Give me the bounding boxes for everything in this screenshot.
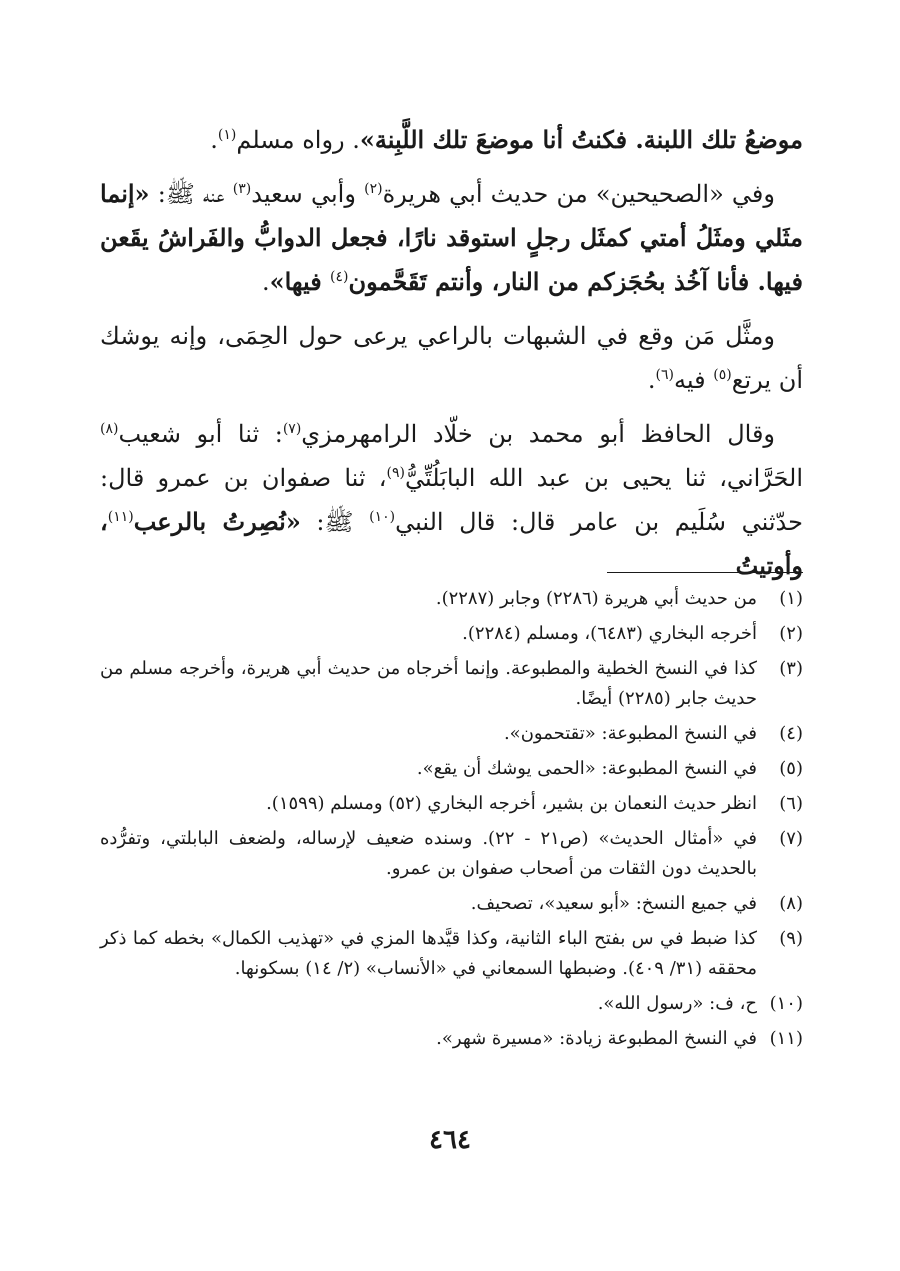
footnote-text: في النسخ المطبوعة: «تقتحمون». <box>503 723 757 744</box>
hadith-quote: موضعُ تلك اللبنة. فكنتُ أنا موضعَ تلك اللَّبِنة» <box>359 125 803 154</box>
footnote <box>100 1024 803 1054</box>
footnote-text: في النسخ المطبوعة: «الحمى يوشك أن يقع». <box>416 758 757 779</box>
text-run: وقال الحافظ أبو محمد بن خلّاد الرامهرمزي <box>301 420 776 448</box>
hadith-quote: «نُصِرتُ بالرعب <box>133 507 301 536</box>
footnote-number: (٧) <box>779 828 803 849</box>
footnote-text: في النسخ المطبوعة زيادة: «مسيرة شهر». <box>436 1028 757 1049</box>
hadith-quote: ، وأوتيتُ <box>100 507 803 580</box>
text-run: . <box>647 366 656 394</box>
paragraph <box>100 314 803 402</box>
text-run: ، ثنا صفوان بن عمرو قال: حدّثني سُلَيم بن عامر قال: قال النبي <box>100 464 803 536</box>
footnote-text: انظر حديث النعمان بن بشير، أخرجه البخاري (٥٢) ومسلم (١٥٩٩). <box>266 793 757 814</box>
text-run: : ثنا أبو شعيب <box>118 420 283 448</box>
footnote-text: ح، ف: «رسول الله». <box>597 993 757 1014</box>
paragraph <box>100 118 803 162</box>
footnote-text: أخرجه البخاري (٦٤٨٣)، ومسلم (٢٢٨٤). <box>462 623 757 644</box>
page-number: ٤٦٤ <box>429 1125 471 1155</box>
footnote-number: (٤) <box>779 723 803 744</box>
footnote-ref: (٣) <box>232 181 252 197</box>
footnote <box>100 584 803 614</box>
footnote-number: (٩) <box>779 928 803 949</box>
footnote-ref: (٥) <box>713 367 732 383</box>
footnote-ref: (٤) <box>330 269 349 285</box>
footnote <box>100 789 803 819</box>
footnote <box>100 989 803 1019</box>
text-run: فيه <box>674 366 714 394</box>
footnote <box>100 719 803 749</box>
paragraph <box>100 412 803 588</box>
footnote-ref: (٩) <box>386 465 405 481</box>
paragraph <box>100 172 803 304</box>
footnote <box>100 619 803 649</box>
footnote-ref: (١٠) <box>369 509 396 525</box>
footnote-number: (١٠) <box>769 993 803 1014</box>
page-body <box>100 118 803 598</box>
footnote-text: من حديث أبي هريرة (٢٢٨٦) وجابر (٢٢٨٧). <box>435 588 757 609</box>
footnote-ref: (٢) <box>364 181 383 197</box>
text-run: ومثَّل مَن وقع في الشبهات بالراعي يرعى حول الحِمَى، وإنه يوشك أن يرتع <box>100 322 803 394</box>
footnote-number: (٣) <box>779 658 803 679</box>
footnote-text: كذا في النسخ الخطية والمطبوعة. وإنما أخرجاه من حديث أبي هريرة، وأخرجه مسلم من حديث جابر (٢٢٨٥) أيضًا. <box>100 658 757 709</box>
footnote-ref: (٨) <box>100 421 119 437</box>
footnote-text: كذا ضبط في س بفتح الباء الثانية، وكذا قيَّدها المزي في «تهذيب الكمال» بخطه كما ذكر محققه (٣١/ ٤٠٩). وضبطها السمعاني في «الأنساب» (٢/ ١٤) بسكونها. <box>100 928 757 979</box>
footnote-ref: (١١) <box>107 509 134 525</box>
footnote <box>100 889 803 919</box>
text-run: الحَرَّاني، ثنا يحيى بن عبد الله البابَلُتِّيُّ <box>404 464 803 492</box>
footnote-ref: (٧) <box>282 421 302 437</box>
text-run: عنه ﷺ: <box>149 180 233 208</box>
footnote-separator <box>607 572 803 573</box>
main-text <box>100 118 803 588</box>
footnote <box>100 754 803 784</box>
text-run: ﷺ: <box>300 508 370 536</box>
text-run: وأبي سعيد <box>251 180 365 208</box>
footnote-ref: (٦) <box>655 367 675 383</box>
footnote-number: (٥) <box>779 758 803 779</box>
footnote <box>100 924 803 984</box>
hadith-quote: «إنما مثَلي ومثَلُ أمتي كمثَل رجلٍ استوقد نارًا، فجعل الدوابُّ والفَراشُ يقَعن فيها. فأنا آخُذ بحُجَزكم من النار، وأنتم تَقَحَّمون <box>100 179 803 296</box>
hadith-quote: فيها» <box>269 267 331 296</box>
footnote <box>100 824 803 884</box>
text-run: . رواه مسلم <box>236 126 360 154</box>
text-run: . <box>261 268 270 296</box>
footnote-list <box>100 584 803 1059</box>
footnote-number: (٢) <box>779 623 803 644</box>
footnote-number: (١١) <box>769 1028 803 1049</box>
footnote-text: في جميع النسخ: «أبو سعيد»، تصحيف. <box>470 893 757 914</box>
footnote-ref: (١) <box>217 127 237 143</box>
footnote-text: في «أمثال الحديث» (ص٢١ - ٢٢). وسنده ضعيف لإرساله، ولضعف البابلتي، وتفرُّده بالحديث دون الثقات من أصحاب صفوان بن عمرو. <box>100 828 757 879</box>
text-run: وفي «الصحيحين» من حديث أبي هريرة <box>382 180 775 208</box>
footnote <box>100 654 803 714</box>
footnote-number: (١) <box>779 588 803 609</box>
text-run: . <box>210 126 218 154</box>
footnote-number: (٨) <box>779 893 803 914</box>
footnote-number: (٦) <box>779 793 803 814</box>
